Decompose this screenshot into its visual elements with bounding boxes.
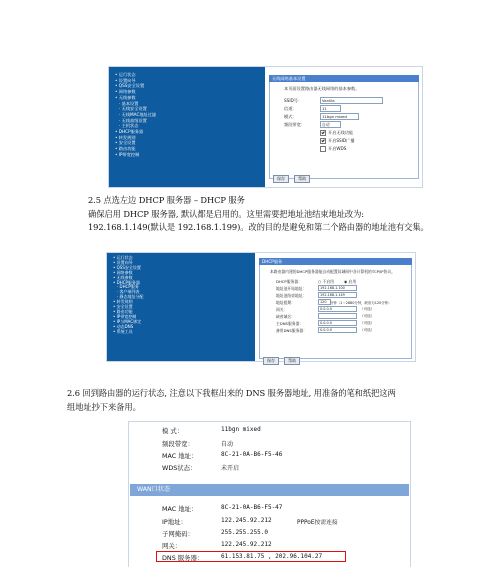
domain-note: （可选） <box>360 314 375 318</box>
primary-dns-note: （可选） <box>360 321 375 325</box>
checkbox-checked-icon[interactable] <box>320 130 326 136</box>
radio-icon[interactable]: ○ <box>318 279 322 284</box>
secondary-dns-label: 备用DNS服务器： <box>276 328 307 333</box>
mode-select[interactable]: 11bgn mixed <box>320 113 359 120</box>
sidebar-item[interactable]: • 转发规则 <box>113 299 133 305</box>
wan-status-header: WAN口状态 <box>130 484 409 496</box>
dns-highlight-box <box>156 551 346 562</box>
channel-select[interactable]: 11 <box>320 105 341 112</box>
step-2-5-text-line1: 确保启用 DHCP 服务器, 默认都是启用的。这里需要把地址池结束地址改为: <box>88 209 364 219</box>
sidebar-item[interactable]: • IP带宽控制 <box>115 151 140 157</box>
primary-dns-label: 主DNS服务器： <box>276 321 304 326</box>
router-status-screenshot: 模 式： 11bgn mixed 频段带宽： 自动 MAC 地址： 8C-21-0A-B6-F5-46 WDS状态： 未开启 WAN口状态 MAC 地址： 8C-21-0A-B6-F5-47 IP地址： 122.245.92.212 PPPoE按需连接 子网掩码： 255.255.255.0 网关： 122.245.92.212 DNS 服务器： 61.153.81.75 , 202.96.104.27 <box>128 421 411 567</box>
sidebar-item[interactable]: • 无线参数 <box>113 274 133 280</box>
pool-end-label: 地址池结束地址： <box>276 293 307 298</box>
checkbox-checked-icon[interactable] <box>320 138 326 144</box>
save-button[interactable]: 保存 <box>273 175 289 183</box>
sidebar-item[interactable]: · 无线MAC地址过滤 <box>119 111 157 117</box>
step-2-6-text-line2: 组地址抄下来备用。 <box>67 402 141 412</box>
domain-label: 缺省域名： <box>276 314 295 319</box>
sidebar-item[interactable]: · 主机状态 <box>119 123 139 129</box>
sidebar-menu <box>107 253 255 361</box>
wireless-settings-screenshot <box>108 66 423 188</box>
channel-label: 信道： <box>284 106 297 111</box>
checkbox-icon[interactable] <box>320 146 326 152</box>
secondary-dns-input[interactable]: 0.0.0.0 <box>318 327 357 333</box>
sidebar-item[interactable]: · 客户端列表 <box>117 289 140 295</box>
sidebar-item[interactable]: • 路由功能 <box>115 146 136 152</box>
help-button[interactable]: 帮助 <box>294 175 310 183</box>
gateway-label: 网关： <box>276 307 288 312</box>
enable-wireless-option[interactable]: 开启无线功能 <box>320 130 353 136</box>
radio-selected-icon[interactable]: ◉ <box>344 279 348 284</box>
pool-start-input[interactable]: 192.168.1.100 <box>318 285 357 291</box>
sidebar-item[interactable]: • IP与MAC绑定 <box>113 318 142 324</box>
sidebar-menu <box>109 67 265 187</box>
step-2-5-text-line2: 192.168.1.149(默认是 192.168.1.199)。改的目的是避免和第二个路由器的地址池有交集。 <box>88 222 429 232</box>
sidebar-item[interactable]: • 安全设置 <box>113 304 133 310</box>
primary-dns-input[interactable]: 0.0.0.0 <box>318 320 357 326</box>
sidebar-item[interactable]: • 动态DNS <box>113 323 134 329</box>
enable-wds-option[interactable]: 开启WDS <box>320 146 346 152</box>
dhcp-on-option[interactable]: ◉ 启用 <box>344 279 357 284</box>
dhcp-panel <box>259 258 412 363</box>
dhcp-off-option[interactable]: ○ 不启用 <box>318 279 334 284</box>
step-2-6-text-line1: 2.6 回到路由器的运行状态, 注意以下我框出来的 DNS 服务器地址, 用准备的笔和纸把这两 <box>67 388 396 398</box>
ssid-label: SSID号： <box>284 98 303 103</box>
gateway-input[interactable]: 0.0.0.0 <box>318 306 357 312</box>
step-2-5-heading: 2.5 点选左边 DHCP 服务器 – DHCP 服务 <box>88 195 245 205</box>
lease-label: 地址租期： <box>276 300 295 305</box>
sidebar-item[interactable]: • 路由功能 <box>113 308 133 314</box>
pool-start-label: 地址池开始地址： <box>276 286 307 291</box>
lease-input[interactable]: 120 <box>318 299 331 305</box>
sidebar-item[interactable]: • IP带宽控制 <box>113 313 137 319</box>
mode-label: 模式： <box>284 114 297 119</box>
secondary-dns-note: （可选） <box>360 328 375 332</box>
wireless-basic-panel <box>269 75 419 179</box>
domain-input[interactable] <box>318 313 357 319</box>
sidebar-item[interactable]: • QSS安全设置 <box>115 83 145 89</box>
sidebar-item[interactable]: • 无线参数 <box>115 94 136 100</box>
dhcp-settings-screenshot <box>106 252 416 362</box>
bandwidth-select[interactable]: 自动 <box>320 121 341 128</box>
pool-end-input[interactable]: 192.168.1.149 <box>318 292 357 298</box>
sidebar-item[interactable]: • DHCP服务器 <box>113 279 140 285</box>
sidebar-item[interactable]: · 基本设置 <box>119 100 139 106</box>
sidebar-item[interactable]: • 系统工具 <box>113 328 133 334</box>
ssid-input[interactable]: Vanilla <box>320 97 383 104</box>
help-button[interactable]: 帮助 <box>284 357 300 365</box>
sidebar-item[interactable]: · 无线安全设置 <box>119 106 147 112</box>
lease-note: 分钟（1～2880分钟，缺省为120分钟） <box>330 301 392 305</box>
intro-text: 本路由器内建的DHCP服务器能自动配置局域网中各计算机的TCP/IP协议。 <box>270 269 395 274</box>
sidebar-item[interactable]: • DHCP服务器 <box>115 129 144 135</box>
sidebar-item[interactable]: • 设置向导 <box>113 259 133 265</box>
sidebar-item[interactable]: · 无线高级设置 <box>119 117 147 123</box>
panel-title: 无线网络基本设置 <box>269 75 419 82</box>
sidebar-item[interactable]: · DHCP服务 <box>117 284 139 290</box>
dhcp-server-label: DHCP服务器： <box>276 279 302 284</box>
sidebar-item[interactable]: • 转发规则 <box>115 134 136 140</box>
sidebar-item[interactable]: • QSS安全设置 <box>113 264 141 270</box>
sidebar-item[interactable]: • 运行状态 <box>113 255 133 260</box>
enable-ssid-broadcast-option[interactable]: 开启SSID广播 <box>320 138 355 144</box>
gateway-note: （可选） <box>360 307 375 311</box>
intro-text: 本页面设置路由器无线网络的基本参数。 <box>284 86 360 91</box>
form-buttons <box>263 347 300 366</box>
panel-title: DHCP服务 <box>259 258 412 265</box>
sidebar-item[interactable]: • 设置向导 <box>115 77 136 83</box>
sidebar-item[interactable]: • 网络参数 <box>113 269 133 275</box>
form-buttons <box>273 165 310 184</box>
save-button[interactable]: 保存 <box>263 357 279 365</box>
sidebar-item[interactable]: · 静态地址分配 <box>117 294 144 300</box>
sidebar-item[interactable]: • 运行状态 <box>115 72 136 77</box>
bandwidth-label: 频段带宽： <box>284 122 305 127</box>
sidebar-item[interactable]: • 安全设置 <box>115 140 136 146</box>
sidebar-item[interactable]: • 网络参数 <box>115 89 136 95</box>
